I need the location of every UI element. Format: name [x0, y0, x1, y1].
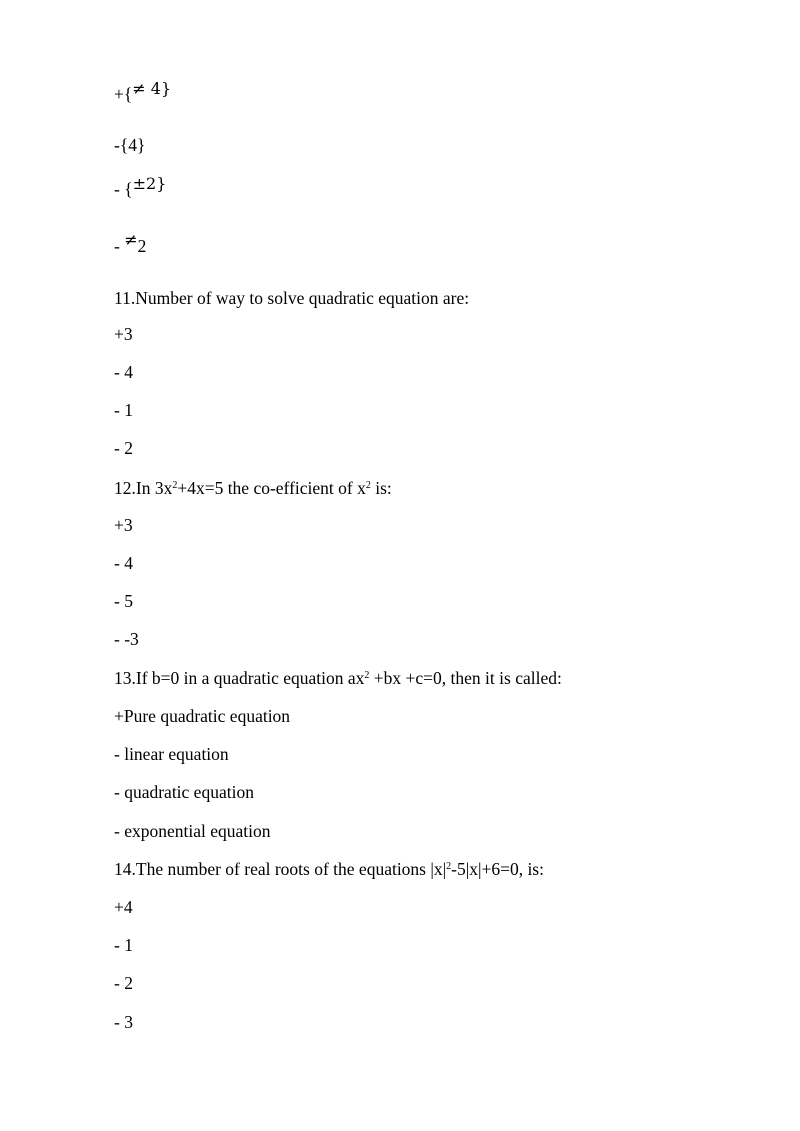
question-text: 12.In 3x: [114, 478, 173, 498]
q11-option-3: - 1: [114, 400, 133, 420]
q12-option-3: - 5: [114, 591, 133, 611]
math-expression: ±2}: [132, 174, 167, 193]
question-11: 11.Number of way to solve quadratic equation are:: [114, 288, 470, 308]
question-text: 13.If b=0 in a quadratic equation ax: [114, 668, 365, 688]
question-text: is:: [370, 478, 392, 498]
question-13: [114, 668, 562, 688]
math-expression: ≠: [124, 230, 138, 249]
question-text: +bx +c=0, then it is called:: [369, 668, 562, 688]
question-text: 14.The number of real roots of the equations |x|: [114, 859, 447, 879]
option-prev-3: [114, 174, 167, 200]
q13-option-2: - linear equation: [114, 744, 229, 764]
question-text: +4x=5 the co-efficient of x: [177, 478, 366, 498]
q14-option-1: +4: [114, 897, 133, 917]
q14-option-3: - 2: [114, 973, 133, 993]
q13-option-3: - quadratic equation: [114, 782, 254, 802]
option-prefix: - {: [114, 179, 133, 199]
q14-option-4: - 3: [114, 1012, 133, 1032]
q12-option-1: +3: [114, 515, 133, 535]
q13-option-4: - exponential equation: [114, 821, 271, 841]
superscript: 2: [446, 861, 452, 872]
question-12: [114, 478, 392, 498]
option-prefix: +{: [114, 84, 133, 104]
option-prev-1: [114, 79, 172, 105]
superscript: 2: [365, 480, 371, 491]
superscript: 2: [364, 670, 370, 681]
q12-option-2: - 4: [114, 553, 133, 573]
q11-option-2: - 4: [114, 362, 133, 382]
question-14: [114, 859, 544, 879]
option-prev-4: [114, 230, 147, 257]
q13-option-1: +Pure quadratic equation: [114, 706, 291, 726]
question-text: -5|x|+6=0, is:: [451, 859, 544, 879]
option-prev-2: -{4}: [114, 135, 146, 155]
option-suffix: 2: [137, 236, 147, 256]
q11-option-1: +3: [114, 324, 133, 344]
q14-option-2: - 1: [114, 935, 133, 955]
q12-option-4: - -3: [114, 629, 139, 649]
math-expression: ≠ 4}: [132, 79, 172, 98]
option-prefix: -: [114, 236, 125, 256]
q11-option-4: - 2: [114, 438, 133, 458]
superscript: 2: [172, 480, 178, 491]
